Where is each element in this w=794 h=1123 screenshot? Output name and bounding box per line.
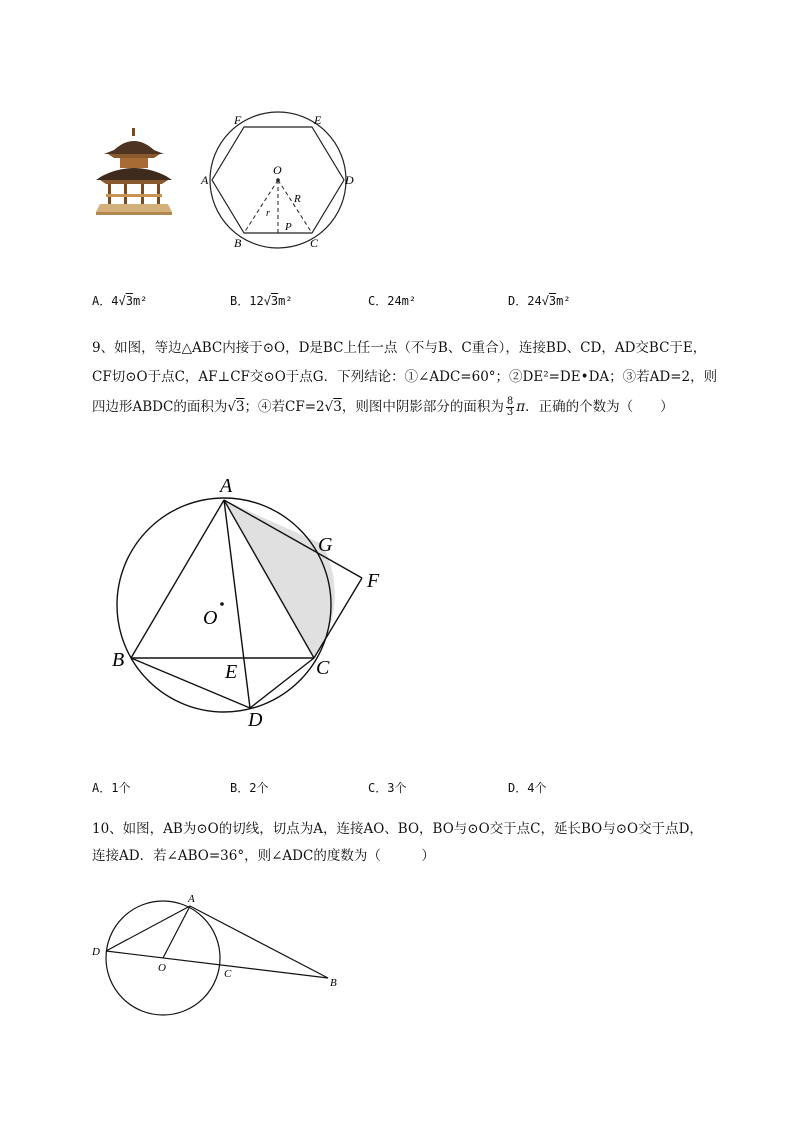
q8-option-d: D．24√3m²	[508, 294, 571, 308]
q8-option-a: A．4√3m²	[92, 294, 148, 308]
q9-option-c: C．3个	[368, 781, 407, 795]
hex-label-d: D	[345, 173, 354, 187]
q9-option-b: B．2个	[230, 781, 269, 795]
q9-circle-figure	[105, 468, 395, 730]
q9-option-a: A．1个	[92, 781, 131, 795]
q9-label-b: B	[112, 649, 125, 671]
q8-option-b: B．12√3m²	[230, 294, 293, 308]
hex-label-o: O	[273, 163, 282, 177]
hex-label-f: F	[234, 113, 242, 127]
q8-option-c: C．24m²	[368, 294, 417, 308]
q9-label-g: G	[318, 534, 333, 556]
q9-fraction: $\frac{8}{3}$	[506, 396, 514, 418]
q10-line-1: 10、如图，AB为⊙O的切线，切点为A，连接AO、BO，BO与⊙O交于点C，延长BO与⊙O交于点D，	[92, 821, 703, 837]
hex-label-c: C	[310, 236, 319, 250]
q9-line-1: 9、如图，等边△ABC内接于⊙O，D是BC上任一点（不与B、C重合），连接BD、CD，AD交BC于E，	[92, 340, 707, 356]
q9-line-3: 四边形ABDC的面积为√3；④若CF=2√3，则图中阴影部分的面积为 $\frac{8}{3}$ π．正确的个数为（ ）	[92, 396, 674, 418]
q10-label-d: D	[92, 946, 100, 958]
hex-label-p: P	[285, 221, 292, 233]
hex-label-r-big: R	[294, 193, 301, 205]
q10-line-2: 连接AD．若∠ABO=36°，则∠ADC的度数为（ ）	[92, 848, 435, 864]
q9-line-2: CF切⊙O于点C，AF⊥CF交⊙O于点G．下列结论：①∠ADC=60°；②DE²=DE•DA；③若AD=2，则	[92, 369, 718, 385]
q9-label-f: F	[367, 570, 380, 592]
hex-label-b: B	[234, 236, 242, 250]
q9-label-c: C	[316, 657, 330, 679]
pavilion-image	[94, 124, 174, 216]
hex-label-a: A	[201, 173, 209, 187]
q10-label-b: B	[330, 977, 337, 989]
q9-label-o: O	[203, 607, 218, 629]
hex-label-e: E	[314, 113, 322, 127]
q9-label-a: A	[220, 475, 233, 497]
hexagon-circle-figure	[198, 110, 358, 252]
q9-option-d: D．4个	[508, 781, 547, 795]
hex-label-r-small: r	[266, 208, 270, 219]
q9-label-d: D	[248, 709, 263, 730]
q10-tangent-figure	[88, 888, 350, 1018]
q10-label-o: O	[158, 962, 166, 974]
q9-label-e: E	[225, 661, 238, 683]
q10-label-c: C	[224, 968, 232, 980]
q10-label-a: A	[188, 893, 195, 905]
